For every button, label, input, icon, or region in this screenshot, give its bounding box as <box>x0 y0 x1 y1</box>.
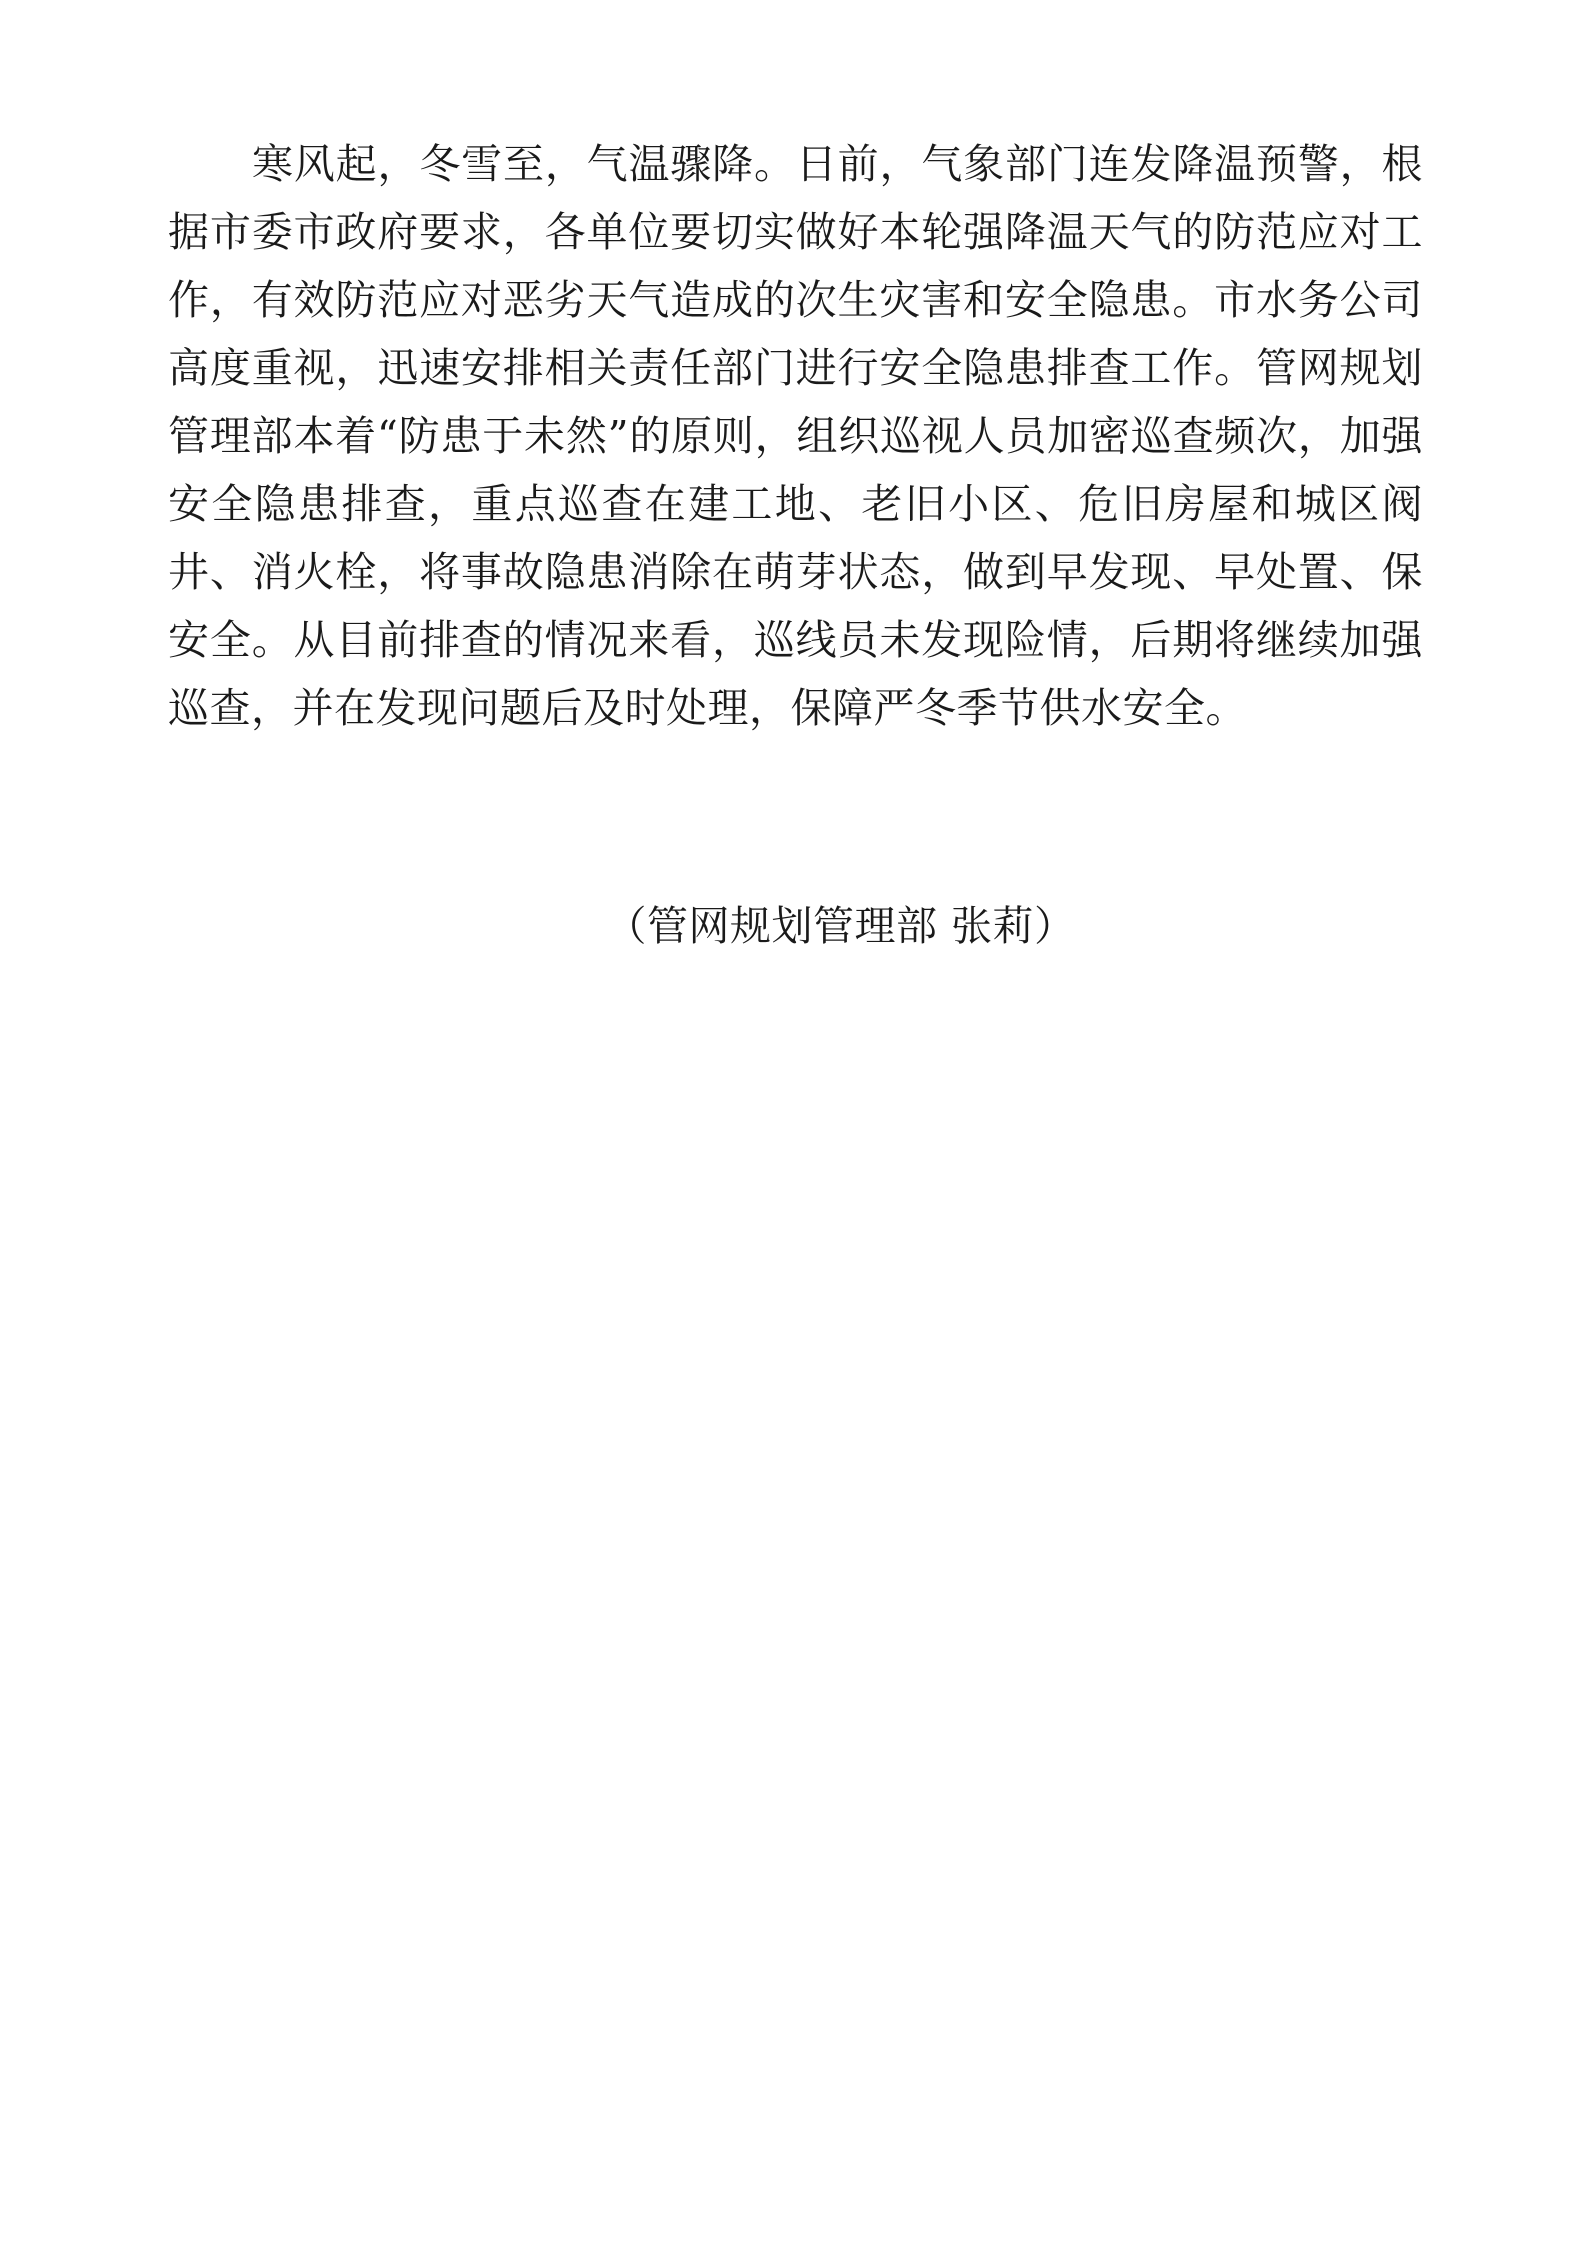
document-body <box>168 130 1423 960</box>
body-paragraph: 寒风起，冬雪至，气温骤降。日前，气象部门连发降温预警，根据市委市政府要求，各单位要切实做好本轮强降温天气的防范应对工作，有效防范应对恶劣天气造成的次生灾害和安全隐患。市水务公司高度重视，迅速安排相关责任部门进行安全隐患排查工作。管网规划管理部本着“防患于未然”的原则，组织巡视人员加密巡查频次，加强安全隐患排查，重点巡查在建工地、老旧小区、危旧房屋和城区阀井、消火栓，将事故隐患消除在萌芽状态，做到早发现、早处置、保安全。从目前排查的情况来看，巡线员未发现险情，后期将继续加强巡查，并在发现问题后及时处理，保障严冬季节供水安全。 <box>168 140 1423 732</box>
signature-block <box>168 892 1423 960</box>
signature-line: （管网规划管理部 张莉） <box>605 902 1076 950</box>
